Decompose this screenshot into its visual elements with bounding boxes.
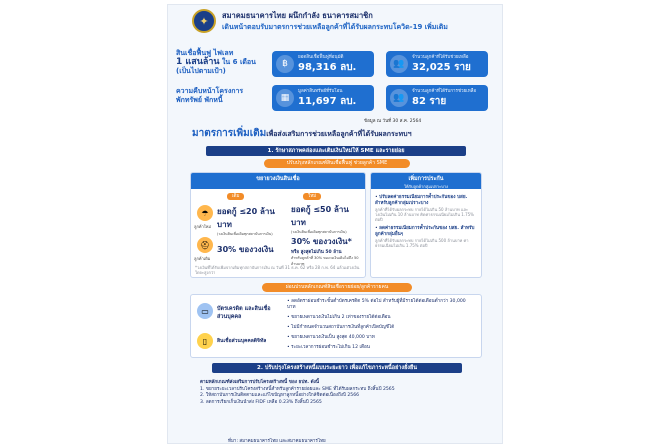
guarantee-title: เพิ่มการประกัน ให้กับลูกค้ากลุ่มเปราะบาง — [371, 173, 481, 189]
retail-bullet-1: • ลดอัตราผ่อนชำระขั้นต่ำบัตรเครดิต 5% ต่อไป สำหรับผู้ที่มีรายได้ต่อเดือนต่ำกว่า 30,000 บาท — [287, 299, 466, 310]
list-item: 1. ขยายระยะเวลาปรับโครงสร้างหนี้สำหรับลูกค้ารายย่อยและ SME ที่ได้รับผลกระทบ ถึงสิ้นปี 2565 — [200, 386, 395, 392]
source-footer: ที่มา: สมาคมธนาคารไทย และสมาคมธนาคารไทย — [228, 439, 326, 444]
association-seal-icon: ✦ — [192, 9, 216, 33]
topic-1-banner: 1. รักษาสภาพคล่องและเติมเงินใหม่ให้ SME และรายย่อย — [206, 146, 466, 156]
credit-card-icon: ▭ — [197, 303, 213, 319]
retail-relief-pill: ผ่อนปรนหลักเกณฑ์สินเชื่อรายย่อย/ลูกค้ารายคน — [262, 283, 412, 292]
section-title: มาตรการเพิ่มเติมเพื่อส่งเสริมการช่วยเหลือลูกค้าที่ได้รับผลกระทบฯ — [192, 128, 412, 139]
retail-bullet-4: • ขยายเพดานวงเงินเป็น สูงสุด 40,000 บาท — [287, 335, 375, 340]
digital-loan-icon: ▯ — [197, 333, 213, 349]
stat-card-loan-approved: ฿ ยอดสินเชื่อฟื้นฟูที่อนุมัติ 98,316 ลบ. — [272, 51, 374, 77]
header — [168, 5, 502, 33]
retail-bullet-5: • ระยะเวลาการผ่อนชำระไม่เกิน 12 เดือน — [287, 345, 370, 350]
list-item: 3. ลดการเรียกเก็บเงินนำส่ง FIDF เหลือ 0.23% ถึงสิ้นปี 2565 — [200, 399, 322, 405]
old-limit: ยอดกู้ ≤20 ล้านบาท (วงเงินสินเชื่อเดิมทุกสถาบันการเงิน) — [217, 207, 275, 236]
customer-icon: ⛑ — [197, 237, 213, 253]
old-tag: เดิม — [227, 193, 244, 200]
list-title: ตามหลักเกณฑ์ส่งเสริมการปรับโครงสร้างหนี้ ของ ธปท. ดังนี้ — [200, 380, 319, 385]
old-pct: 30% ของวงเงิน — [217, 245, 274, 254]
retail-bullet-2: • ขยายเพดานวงเงินไม่เกิน 2 เท่าของรายได้ต่อเดือน — [287, 315, 391, 320]
data-as-of: ข้อมูล ณ วันที่ 30 ส.ค. 2564 — [364, 119, 422, 124]
title-line-1: สมาคมธนาคารไทย ผนึกกำลัง ธนาคารสมาชิก — [222, 10, 373, 20]
expand-credit-panel — [190, 172, 366, 278]
infographic-poster — [167, 4, 503, 444]
expand-credit-title: ขยายวงเงินสินเชื่อ — [191, 173, 365, 189]
credit-card-label: บัตรเครดิต และสินเชื่อส่วนบุคคล — [217, 306, 271, 320]
new-limit: ยอดกู้ ≤50 ล้านบาท (วงเงินสินเชื่อเดิมทุกสถาบันการเงิน) — [291, 205, 349, 234]
list-item: 2. ให้สถาบันการเงินติดตามและแก้ไขปัญหาลูกหนี้อย่างใกล้ชิดต่อเนื่องถึงปี 2566 — [200, 393, 360, 398]
sme-icon: ☂ — [197, 205, 213, 221]
digital-loan-label: สินเชื่อส่วนบุคคลดิจิทัล — [217, 338, 267, 344]
stat-card-customers: 👥 จำนวนลูกค้าที่ได้รับช่วยเหลือ 32,025 ราย — [386, 51, 488, 77]
stat-card-asset-customers: 👥 จำนวนลูกค้าที่ได้รับการช่วยเหลือ 82 ราย — [386, 85, 488, 111]
stat-card-asset-value: ▦ มูลค่าสินทรัพย์ที่รับโอน 11,697 ลบ. — [272, 85, 374, 111]
new-pct: 30% ของวงเงิน* หรือ สูงสุดไม่เกิน 50 ล้าน สำหรับลูกค้าที่ 30% ของวงเงินเดิมไม่ถึง 50 ล้านบาท — [291, 237, 359, 266]
customer-label: ลูกค้าเดิม — [194, 256, 211, 261]
building-icon: ▦ — [276, 89, 294, 107]
retail-bullet-3: • ไม่มีกำหนดจำนวนสถาบันการเงินที่ลูกค้าเปิดบัญชีได้ — [287, 325, 395, 330]
moneybag-icon: ฿ — [276, 55, 294, 73]
retail-panel — [190, 294, 482, 358]
guarantee-bullet-1: • ปรับลดค่าธรรมเนียมการค้ำประกันของ บสย. สำหรับลูกค้ากลุ่มเปราะบาง ลูกค้าที่ได้รับผลกระทบ รายได้ไม่เกิน 50 ล้านบาท และวงเงินไม่เกิน 10 ล้านบาท คิดค่าธรรมเนียมไม่เกิน 1.75% ต่อปี — [375, 195, 474, 222]
guarantee-bullet-2: • ลดค่าธรรมเนียมการค้ำประกันของ บสย. สำหรับลูกค้ากลุ่มอื่นๆ ลูกค้าที่ได้รับผลกระทบ รายได้ไม่เกิน 500 ล้านบาท ค่าธรรมเนียมไม่เกิน 1.75% ต่อปี — [375, 226, 475, 248]
sme-rehab-pill: ปรับปรุงหลักเกณฑ์สินเชื่อฟื้นฟู ช่วยลูกค้า SME — [264, 159, 410, 168]
sme-label: ลูกค้าใหม่ — [194, 224, 212, 229]
new-tag: ใหม่ — [303, 193, 321, 200]
people-icon: 👥 — [390, 89, 408, 107]
guarantee-panel — [370, 172, 482, 278]
people-icon: 👥 — [390, 55, 408, 73]
asset-program-text: ความคืบหน้าโครงการ พักทรัพย์ พักหนี้ — [176, 87, 244, 104]
topic-2-banner: 2. ปรับปรุงโครงสร้างหนี้แบบระยะยาว เพื่อแก้ไขภาระหนี้อย่างยั่งยืน — [212, 363, 462, 373]
title-line-2: เดินหน้าตอบรับมาตรการช่วยเหลือลูกค้าที่ได้รับผลกระทบโควิด-19 เพิ่มเติม — [222, 22, 448, 31]
loan-target-text: สินเชื่อฟื้นฟู ไฟเลท 1 แสนล้าน ใน 6 เดือน (เป็นไปตามเป้า) — [176, 49, 256, 75]
restructure-list — [200, 380, 476, 406]
footnote: *วงเงินที่ได้รับเพิ่มจากเดิมทุกสถาบันการเงิน ณ วันที่ 31 ธ.ค. 62 หรือ 28 ก.พ. 64 แล้วแต่วงเงินใดจะสูงกว่า — [195, 265, 360, 275]
